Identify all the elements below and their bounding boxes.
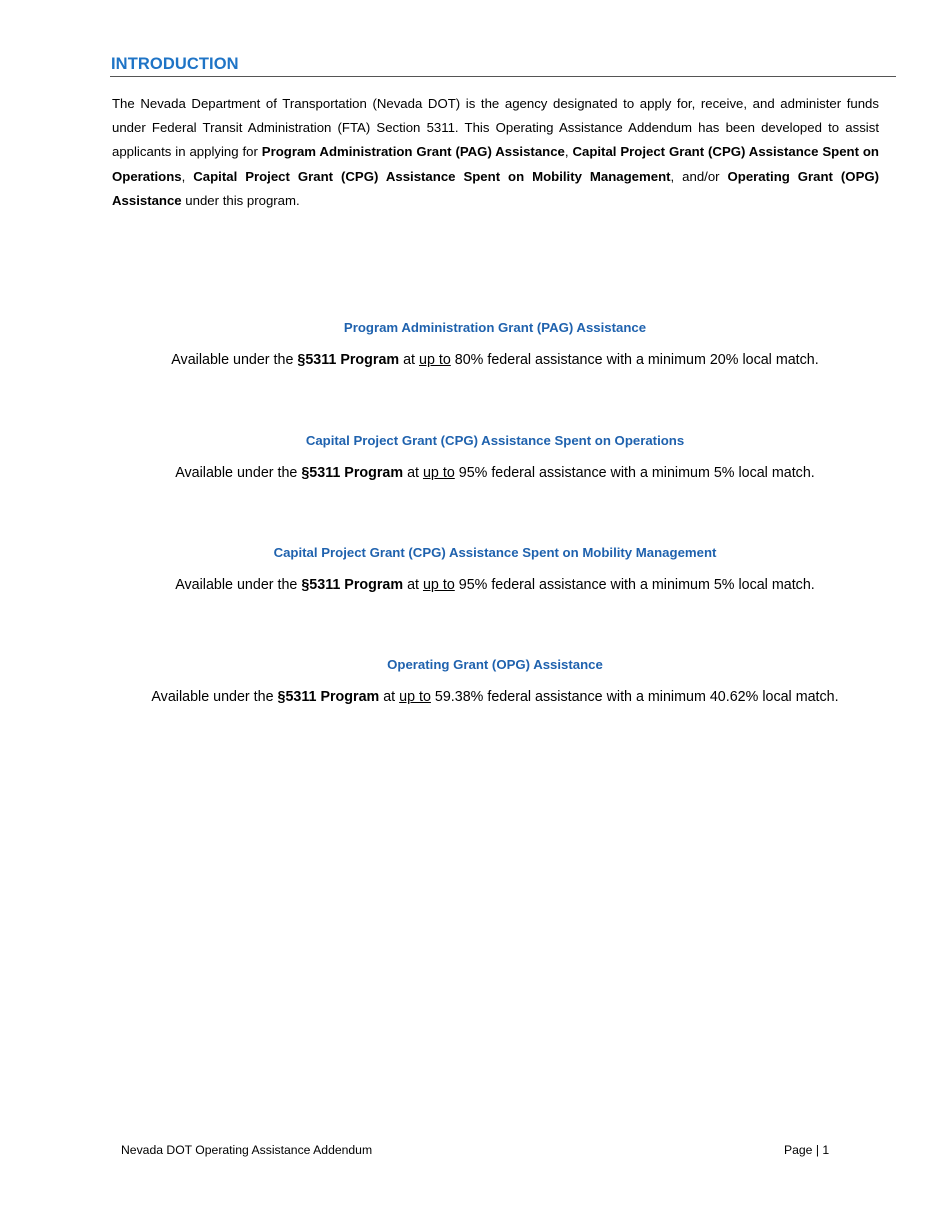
- program-name: §5311 Program: [297, 352, 400, 368]
- section-title: Capital Project Grant (CPG) Assistance Spent on Mobility Management: [273, 545, 717, 560]
- section-title: Operating Grant (OPG) Assistance: [387, 657, 603, 672]
- section-text: 80% federal assistance with a minimum 20% local match.: [450, 352, 819, 368]
- up-to-underlined: up to: [399, 689, 431, 705]
- up-to-underlined: up to: [422, 577, 455, 593]
- section-body: [0, 687, 950, 707]
- section-text: 59.38% federal assistance with a minimum 40.62% local match.: [430, 689, 839, 705]
- section-text: 95% federal assistance with a minimum 5% local match.: [454, 577, 815, 593]
- intro-paragraph: [112, 92, 879, 213]
- up-to-underlined: up to: [419, 352, 451, 368]
- section-text: at: [379, 689, 400, 705]
- intro-separator: ,: [564, 144, 573, 160]
- section-body: [0, 575, 950, 595]
- program-name: §5311 Program: [301, 465, 404, 481]
- section-text: Available under the: [175, 577, 302, 593]
- intro-separator: ,: [181, 168, 194, 184]
- section-text: Available under the: [175, 465, 302, 481]
- footer-page-number: Page | 1: [784, 1143, 830, 1157]
- intro-text: The Nevada Department of Transportation (Nevada DOT) is the agency designated to apply for, receive, and administer funds under Federal Transit Administration (FTA) Section 5311. This Operating Assistance Addendum has been developed to assist applicants in applying for: [112, 96, 879, 160]
- section-cpg-mobility: [0, 543, 950, 595]
- intro-bold-opg: Operating Grant (OPG) Assistance: [112, 168, 880, 208]
- section-pag: [0, 318, 950, 370]
- footer-document-title: Nevada DOT Operating Assistance Addendum: [121, 1143, 373, 1157]
- intro-bold-pag: Program Administration Grant (PAG) Assistance: [261, 144, 565, 160]
- intro-separator: , and/or: [670, 168, 728, 184]
- section-body: [0, 463, 950, 483]
- program-name: §5311 Program: [301, 577, 404, 593]
- section-text: at: [399, 352, 419, 368]
- heading-divider: [110, 76, 896, 77]
- intro-bold-cpg-operations: Capital Project Grant (CPG) Assistance Spent on Operations: [112, 144, 879, 184]
- section-text: at: [403, 465, 423, 481]
- section-title: Capital Project Grant (CPG) Assistance Spent on Operations: [305, 433, 685, 448]
- section-text: at: [403, 577, 423, 593]
- section-title: Program Administration Grant (PAG) Assistance: [343, 320, 647, 335]
- section-text: Available under the: [151, 689, 278, 705]
- section-text: 95% federal assistance with a minimum 5% local match.: [454, 465, 815, 481]
- intro-bold-cpg-mobility: Capital Project Grant (CPG) Assistance Spent on Mobility Management: [193, 168, 671, 184]
- section-opg: [0, 655, 950, 707]
- section-text: Available under the: [171, 352, 298, 368]
- up-to-underlined: up to: [422, 465, 455, 481]
- section-cpg-operations: [0, 431, 950, 483]
- intro-end: under this program.: [181, 192, 300, 208]
- program-name: §5311 Program: [277, 689, 380, 705]
- section-body: [0, 350, 950, 370]
- page-heading: INTRODUCTION: [111, 55, 239, 73]
